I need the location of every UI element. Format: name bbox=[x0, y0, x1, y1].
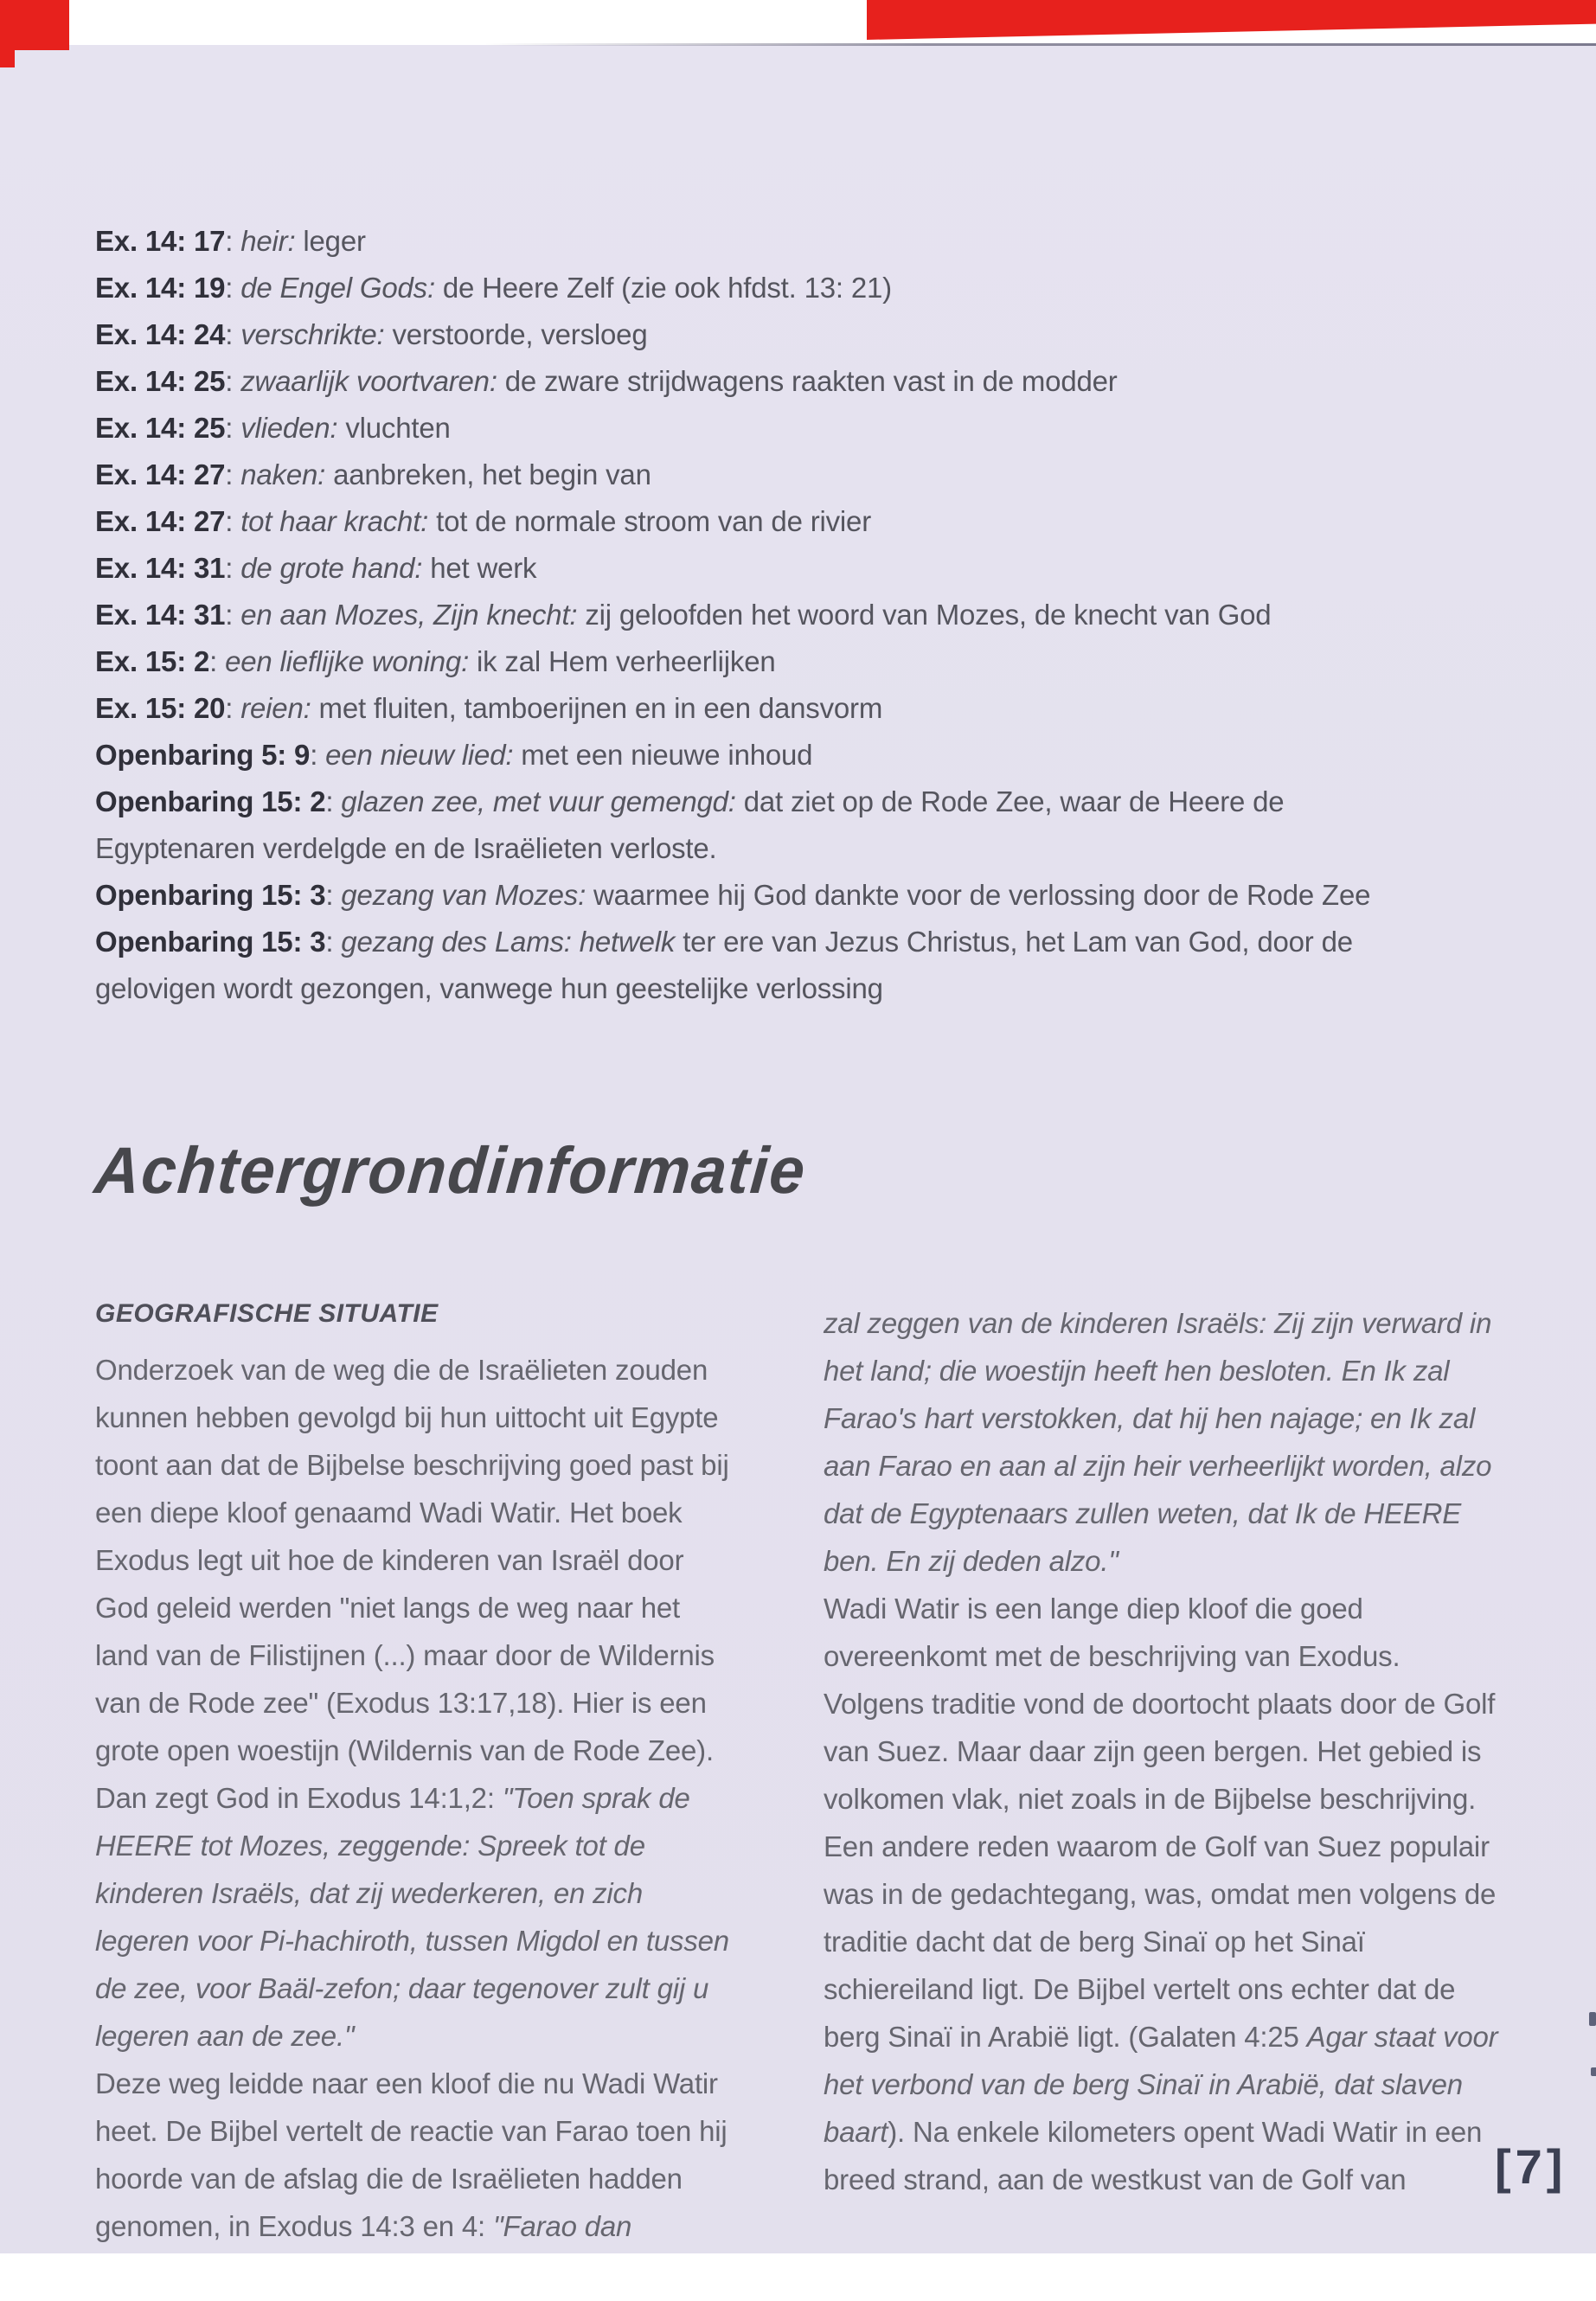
scan-artifact-mark bbox=[1591, 2067, 1596, 2076]
paragraph: Wadi Watir is een lange diep kloof die goed overeenkomt met de beschrijving van Exodus. Volgens traditie vond de doortocht plaats door de Golf van Suez. Maar daar zijn geen bergen. Het gebied is volkomen vlak, niet zoals in de Bijbelse beschrijving. Een andere reden waarom de Golf van Suez populair was in de gedachtegang, was, omdat men volgens de traditie dacht dat de berg Sinaï op het Sinaï schiereiland ligt. De Bijbel vertelt ons echter dat de berg Sinaï in Arabië ligt. (Galaten 4:25 Agar staat voor het verbond van de berg Sinaï in Arabië, dat slaven baart). Na enkele kilometers opent Wadi Watir in een breed strand, aan de westkust van de Golf van bbox=[824, 1593, 1498, 2195]
glossary-entry: Ex. 14: 25: zwaarlijk voortvaren: de zware strijdwagens raakten vast in de modder bbox=[95, 365, 1118, 397]
red-scan-artifact-top-right bbox=[867, 0, 1596, 40]
page-title: Achtergrondinformatie bbox=[92, 1134, 810, 1208]
glossary-entry: Ex. 14: 19: de Engel Gods: de Heere Zelf (zie ook hfdst. 13: 21) bbox=[95, 272, 892, 304]
glossary-entry: Openbaring 15: 3: gezang van Mozes: waarmee hij God dankte voor de verlossing door de Rode Zee bbox=[95, 879, 1371, 911]
left-column-text bbox=[95, 1346, 731, 2250]
glossary-entry: Ex. 14: 24: verschrikte: verstoorde, versloeg bbox=[95, 318, 648, 350]
glossary-entry: Ex. 15: 20: reien: met fluiten, tamboerijnen en in een dansvorm bbox=[95, 692, 883, 724]
glossary-entry: Openbaring 15: 3: gezang des Lams: hetwelk ter ere van Jezus Christus, het Lam van God, door de gelovigen wordt gezongen, vanwege hun geestelijke verlossing bbox=[95, 926, 1353, 1004]
glossary-entry: Openbaring 5: 9: een nieuw lied: met een nieuwe inhoud bbox=[95, 739, 813, 771]
glossary-entry: Ex. 14: 27: tot haar kracht: tot de normale stroom van de rivier bbox=[95, 505, 871, 537]
right-column-text bbox=[824, 1299, 1507, 2203]
page-top-edge-shadow bbox=[484, 43, 1596, 46]
page-number: [7] bbox=[1495, 2139, 1567, 2194]
scan-artifact-mark bbox=[1589, 2012, 1596, 2026]
glossary-entry: Ex. 14: 27: naken: aanbreken, het begin van bbox=[95, 458, 651, 490]
article-right-column bbox=[824, 1299, 1507, 2203]
glossary-entry: Ex. 14: 25: vlieden: vluchten bbox=[95, 412, 451, 444]
red-scan-artifact-left-edge bbox=[0, 0, 15, 67]
glossary-entry: Ex. 14: 31: de grote hand: het werk bbox=[95, 552, 537, 584]
paragraph: zal zeggen van de kinderen Israëls: Zij zijn verward in het land; die woestijn heeft hen besloten. En Ik zal Farao's hart verstokken, dat hij hen najage; en Ik zal aan Farao en aan al zijn heir verheerlijkt worden, alzo dat de Egyptenaars zullen weten, dat Ik de HEERE ben. En zij deden alzo." bbox=[824, 1307, 1492, 1577]
article-left-column bbox=[95, 1299, 731, 2250]
glossary-list bbox=[95, 218, 1419, 1012]
glossary-entry: Ex. 14: 31: en aan Mozes, Zijn knecht: zij geloofden het woord van Mozes, de knecht van God bbox=[95, 599, 1272, 631]
glossary-entry: Openbaring 15: 2: glazen zee, met vuur gemengd: dat ziet op de Rode Zee, waar de Heere de Egyptenaren verdelgde en de Israëlieten verloste. bbox=[95, 785, 1285, 864]
paragraph: Deze weg leidde naar een kloof die nu Wadi Watir heet. De Bijbel vertelt de reactie van Farao toen hij hoorde van de afslag die de Israëlieten hadden genomen, in Exodus 14:3 en 4: "Farao dan bbox=[95, 2067, 727, 2242]
subsection-title: GEOGRAFISCHE SITUATIE bbox=[95, 1299, 439, 1328]
glossary-entry: Ex. 15: 2: een lieflijke woning: ik zal Hem verheerlijken bbox=[95, 645, 776, 677]
page-paper bbox=[0, 45, 1596, 2253]
paragraph: Onderzoek van de weg die de Israëlieten zouden kunnen hebben gevolgd bij hun uittocht uit Egypte toont aan dat de Bijbelse beschrijving goed past bij een diepe kloof genaamd Wadi Watir. Het boek Exodus legt uit hoe de kinderen van Israël door God geleid werden "niet langs de weg naar het land van de Filistijnen (...) maar door de Wildernis van de Rode zee" (Exodus 13:17,18). Hier is een grote open woestijn (Wildernis van de Rode Zee). Dan zegt God in Exodus 14:1,2: "Toen sprak de HEERE tot Mozes, zeggende: Spreek tot de kinderen Israëls, dat zij wederkeren, en zich legeren voor Pi-hachiroth, tussen Migdol en tussen de zee, voor Baäl-zefon; daar tegenover zult gij u legeren aan de zee." bbox=[95, 1354, 729, 2052]
glossary-entry: Ex. 14: 17: heir: leger bbox=[95, 225, 366, 257]
